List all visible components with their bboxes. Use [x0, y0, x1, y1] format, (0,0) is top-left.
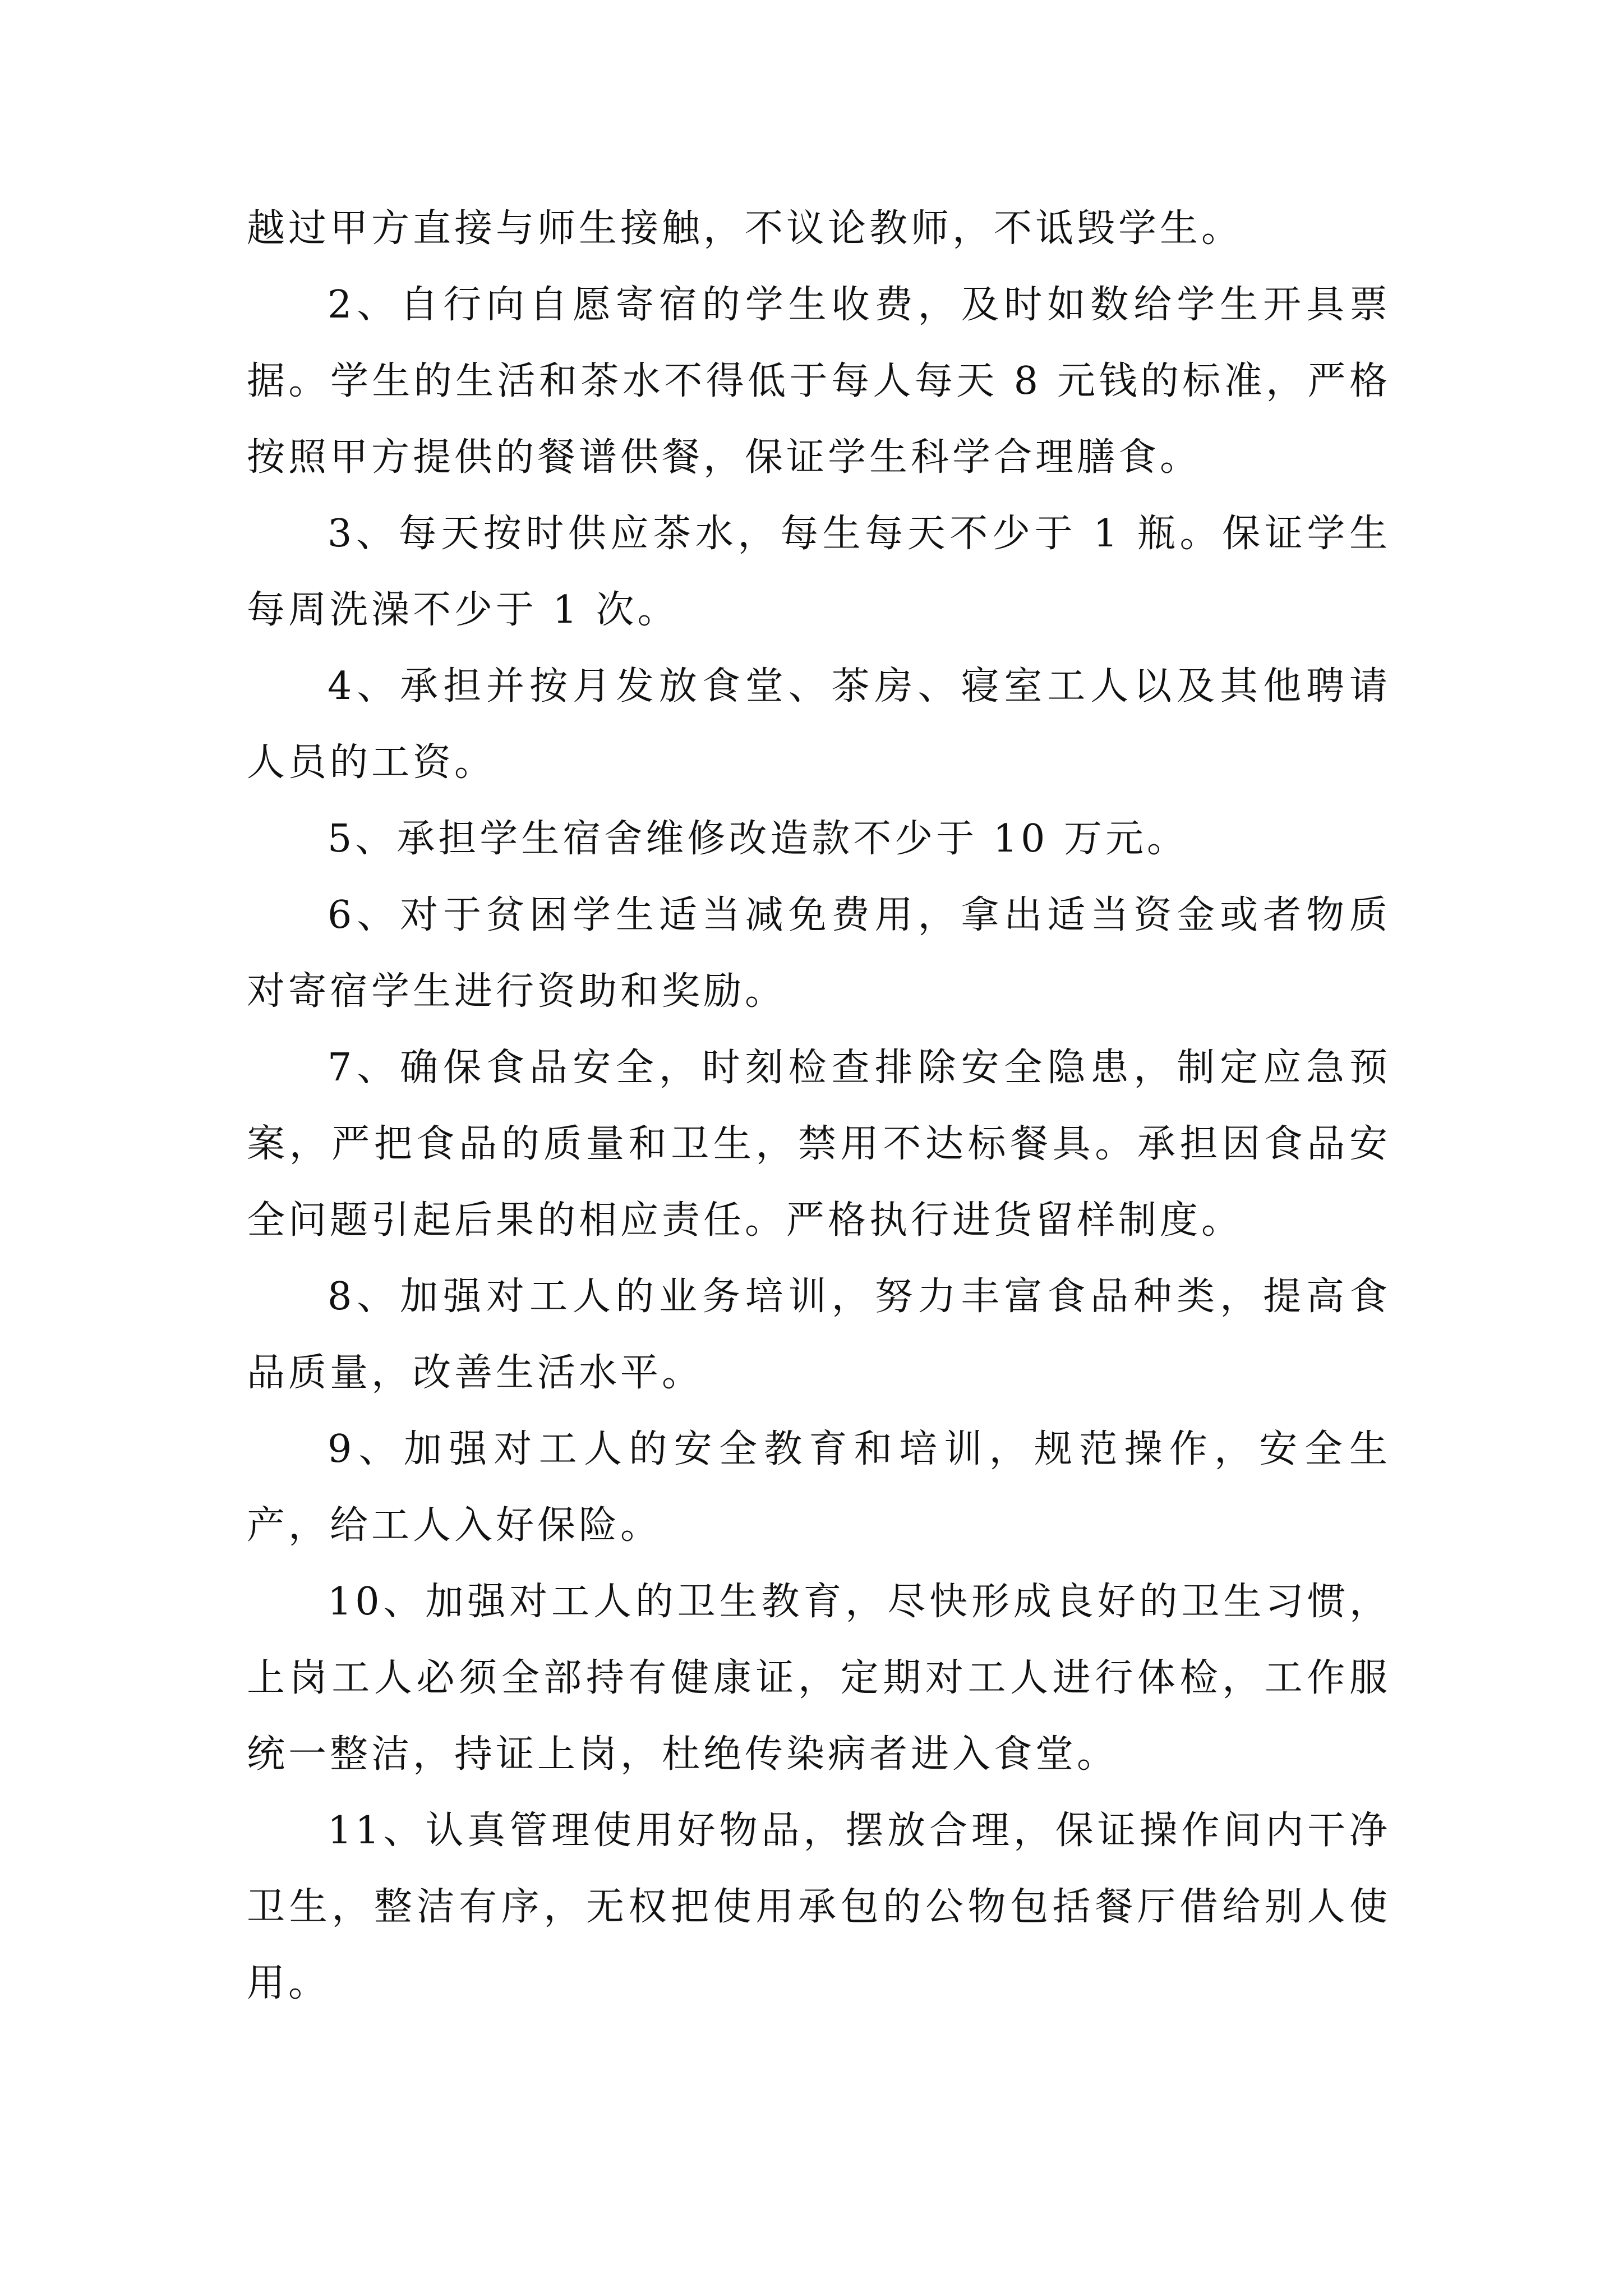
paragraph-item-10: 10、加强对工人的卫生教育，尽快形成良好的卫生习惯，上岗工人必须全部持有健康证，定期对工人进行体检，工作服统一整洁，持证上岗，杜绝传染病者进入食堂。: [247, 1580, 1391, 1777]
paragraph-continuation: 越过甲方直接与师生接触，不议论教师，不诋毁学生。: [247, 206, 1243, 251]
paragraph-item-11: 11、认真管理使用好物品，摆放合理，保证操作间内干净卫生，整洁有序，无权把使用承包的公物包括餐厅借给别人使用。: [247, 1809, 1391, 2005]
paragraph-item-7: 7、确保食品安全，时刻检查排除安全隐患，制定应急预案，严把食品的质量和卫生，禁用不达标餐具。承担因食品安全问题引起后果的相应责任。严格执行进货留样制度。: [247, 1046, 1391, 1243]
paragraph-item-4: 4、承担并按月发放食堂、茶房、寝室工人以及其他聘请人员的工资。: [247, 664, 1391, 785]
paragraph-item-8: 8、加强对工人的业务培训，努力丰富食品种类，提高食品质量，改善生活水平。: [247, 1274, 1391, 1395]
paragraph-item-2: 2、自行向自愿寄宿的学生收费，及时如数给学生开具票据。学生的生活和茶水不得低于每人每天 8 元钱的标准，严格按照甲方提供的餐谱供餐，保证学生科学合理膳食。: [247, 283, 1391, 480]
paragraph-item-9: 9、加强对工人的安全教育和培训，规范操作，安全生产，给工人入好保险。: [247, 1427, 1391, 1548]
paragraph-item-6: 6、对于贫困学生适当减免费用，拿出适当资金或者物质对寄宿学生进行资助和奖励。: [247, 893, 1391, 1014]
document-body: [247, 191, 1391, 2022]
paragraph-item-5: 5、承担学生宿舍维修改造款不少于 10 万元。: [328, 817, 1189, 861]
paragraph-item-3: 3、每天按时供应茶水，每生每天不少于 1 瓶。保证学生每周洗澡不少于 1 次。: [247, 512, 1391, 632]
